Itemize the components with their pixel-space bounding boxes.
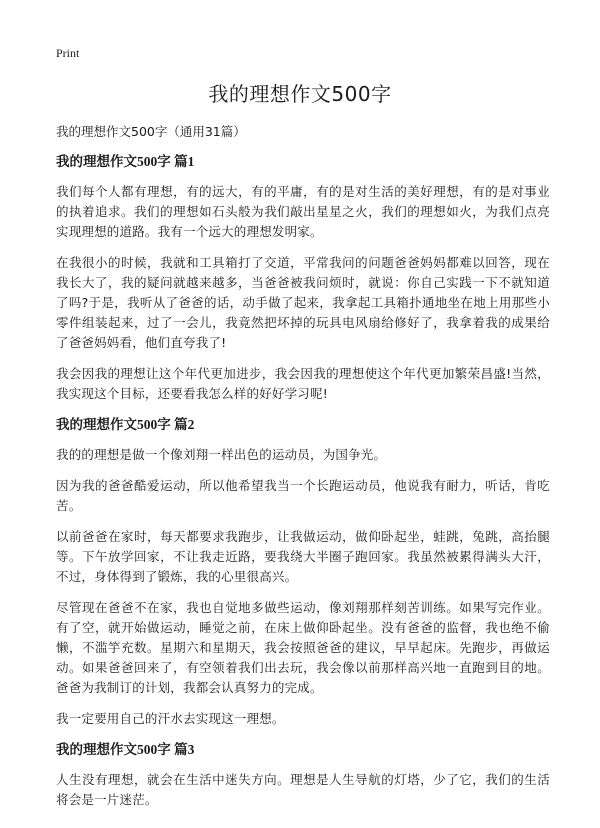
paragraph: 我会因我的理想让这个年代更加进步，我会因我的理想使这个年代更加繁荣昌盛!当然，我实现这个目标，还要看我怎么样的好好学习呢! <box>56 366 550 401</box>
document-subtitle: 我的理想作文500字（通用31篇） <box>56 124 246 139</box>
paragraph: 以前爸爸在家时，每天都要求我跑步，让我做运动，做仰卧起坐，蛙跳，兔跳，高抬腿等。下午放学回家，不让我走近路，要我绕大半圈子跑回家。我虽然被累得满头大汗，不过，身体得到了锻炼，我的心里很高兴。 <box>56 529 550 584</box>
paragraph: 尽管现在爸爸不在家，我也自觉地多做些运动，像刘翔那样刻苦训练。如果写完作业。有了空，就开始做运动，睡觉之前，在床上做仰卧起坐。没有爸爸的监督，我也绝不偷懒，不滥竽充数。星期六和星期天，我会按照爸爸的建议，早早起床。先跑步，再做运动。如果爸爸回来了，有空领着我们出去玩，我会像以前那样高兴地一直跑到目的地。爸爸为我制订的计划，我都会认真努力的完成。 <box>56 600 550 695</box>
paragraph: 因为我的爸爸酷爱运动，所以他希望我当一个长跑运动员，他说我有耐力，听话，肯吃苦。 <box>56 478 550 513</box>
paragraph: 我们每个人都有理想，有的远大，有的平庸，有的是对生活的美好理想，有的是对事业的执着追求。我们的理想如石头般为我们敲出星星之火，我们的理想如火，为我们点亮实现理想的道路。我有一个远大的理想发明家。 <box>56 184 550 239</box>
page-title: 我的理想作文500字 <box>208 82 392 106</box>
paragraph: 在我很小的时候，我就和工具箱打了交道，平常我问的问题爸爸妈妈都难以回答，现在我长大了，我的疑问就越来越多，当爸爸被我问烦时，就说：你自己实践一下不就知道了吗?于是，我听从了爸爸的话，动手做了起来，我拿起工具箱扑通地坐在地上用那些小零件组装起来，过了一会儿，我竟然把坏掉的玩具电风扇给修好了，我拿着我的成果给了爸爸妈妈看，他们直夸我了! <box>56 255 550 350</box>
section-heading: 我的理想作文500字 篇2 <box>56 417 195 432</box>
section-1 <box>56 152 550 404</box>
section-heading: 我的理想作文500字 篇3 <box>56 742 195 757</box>
print-link[interactable]: Print <box>56 46 80 60</box>
paragraph: 我的的理想是做一个像刘翔一样出色的运动员，为国争光。 <box>56 447 387 462</box>
paragraph: 我一定要用自己的汗水去实现这一理想。 <box>56 711 285 726</box>
section-heading: 我的理想作文500字 篇1 <box>56 154 195 169</box>
section-2 <box>56 415 550 729</box>
section-3 <box>56 740 550 810</box>
document-body <box>56 122 550 821</box>
paragraph: 人生没有理想，就会在生活中迷失方向。理想是人生导航的灯塔，少了它，我们的生活将会是一片迷茫。 <box>56 772 550 807</box>
